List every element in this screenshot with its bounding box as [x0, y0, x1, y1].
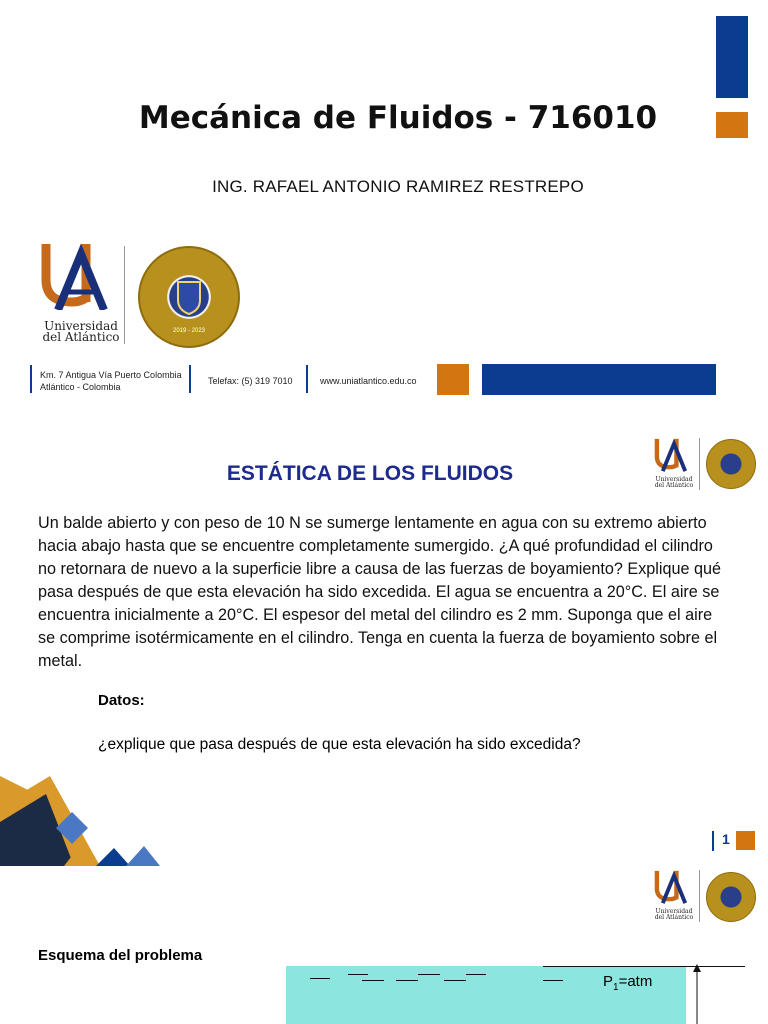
ua-monogram-icon [36, 240, 126, 310]
page-number-square [736, 831, 755, 850]
next-logo-line2: del Atlántico [654, 914, 694, 921]
surface-dash [396, 980, 418, 981]
decorative-triangles [0, 776, 170, 866]
small-university-logo [652, 436, 696, 492]
depth-arrow-icon [690, 962, 704, 1024]
small-logo-line2: del Atlántico [654, 482, 694, 489]
question-text: ¿explique que pasa después de que esta elevación ha sido excedida? [98, 736, 581, 753]
footer-blue-bar [482, 364, 716, 395]
surface-dash [348, 974, 368, 975]
university-logo [36, 240, 126, 344]
pressure-label: $P_1=atm$ [603, 973, 653, 993]
brand-bar-vertical [716, 16, 748, 98]
address-line-2: Atlántico - Colombia [40, 382, 121, 392]
footer-divider-3 [306, 365, 308, 393]
next-logo-divider [699, 870, 700, 922]
surface-dash [310, 978, 330, 979]
section-title: ESTÁTICA DE LOS FLUIDOS [226, 462, 514, 485]
footer-orange-block [437, 364, 469, 395]
page-title: Mecánica de Fluidos - 716010 [138, 100, 658, 136]
author-name: ING. RAFAEL ANTONIO RAMIREZ RESTREPO [212, 177, 584, 196]
next-seal [706, 872, 756, 922]
university-name-line1: Universidad [44, 319, 118, 333]
page-number: 1 [722, 831, 730, 847]
footer-divider-2 [189, 365, 191, 393]
footer-divider-1 [30, 365, 32, 393]
surface-dash [418, 974, 440, 975]
surface-dash [362, 980, 384, 981]
university-name-line2: del Atlántico [42, 330, 120, 344]
ua-monogram-small-icon [652, 436, 696, 472]
surface-line [543, 966, 745, 967]
ua-monogram-small-icon-2 [652, 868, 696, 904]
schema-heading: Esquema del problema [38, 947, 203, 964]
footer-phone: Telefax: (5) 319 7010 [208, 376, 293, 386]
small-seal [706, 439, 756, 489]
next-slide-university-logo [652, 868, 696, 924]
small-logo-divider [699, 438, 700, 490]
datos-label: Datos: [98, 692, 145, 709]
accreditation-seal [138, 246, 240, 348]
surface-dash [444, 980, 466, 981]
small-logo-line1: Universidad [655, 476, 693, 483]
next-logo-line1: Universidad [655, 908, 693, 915]
seal-years: 2019 - 2023 [172, 328, 206, 334]
problem-statement: Un balde abierto y con peso de 10 N se sumerge lentamente en agua con su extremo abierto hacia abajo hasta que se encuentre completamente sumergido. ¿A qué profundidad el cilindro no retornara de nuevo a la superficie libre a causa de las fuerzas de boyamiento? Explique qué pasa después de que esta elevación ha sido excedida. El agua se encuentra a 20°C. El aire se encuentra inicialmente a 20°C. El espesor del metal del cilindro es 2 mm. Suponga que el aire se comprime isotérmicamente en el cilindro. Tenga en cuenta la fuerza de boyamiento sobre el metal. [38, 514, 722, 670]
surface-dash [543, 980, 563, 981]
surface-dash [466, 974, 486, 975]
footer-address [40, 369, 182, 393]
page-number-divider [712, 831, 714, 851]
logo-divider [124, 246, 125, 344]
footer-website[interactable]: www.uniatlantico.edu.co [320, 376, 417, 386]
address-line-1: Km. 7 Antigua Vía Puerto Colombia [40, 370, 182, 380]
